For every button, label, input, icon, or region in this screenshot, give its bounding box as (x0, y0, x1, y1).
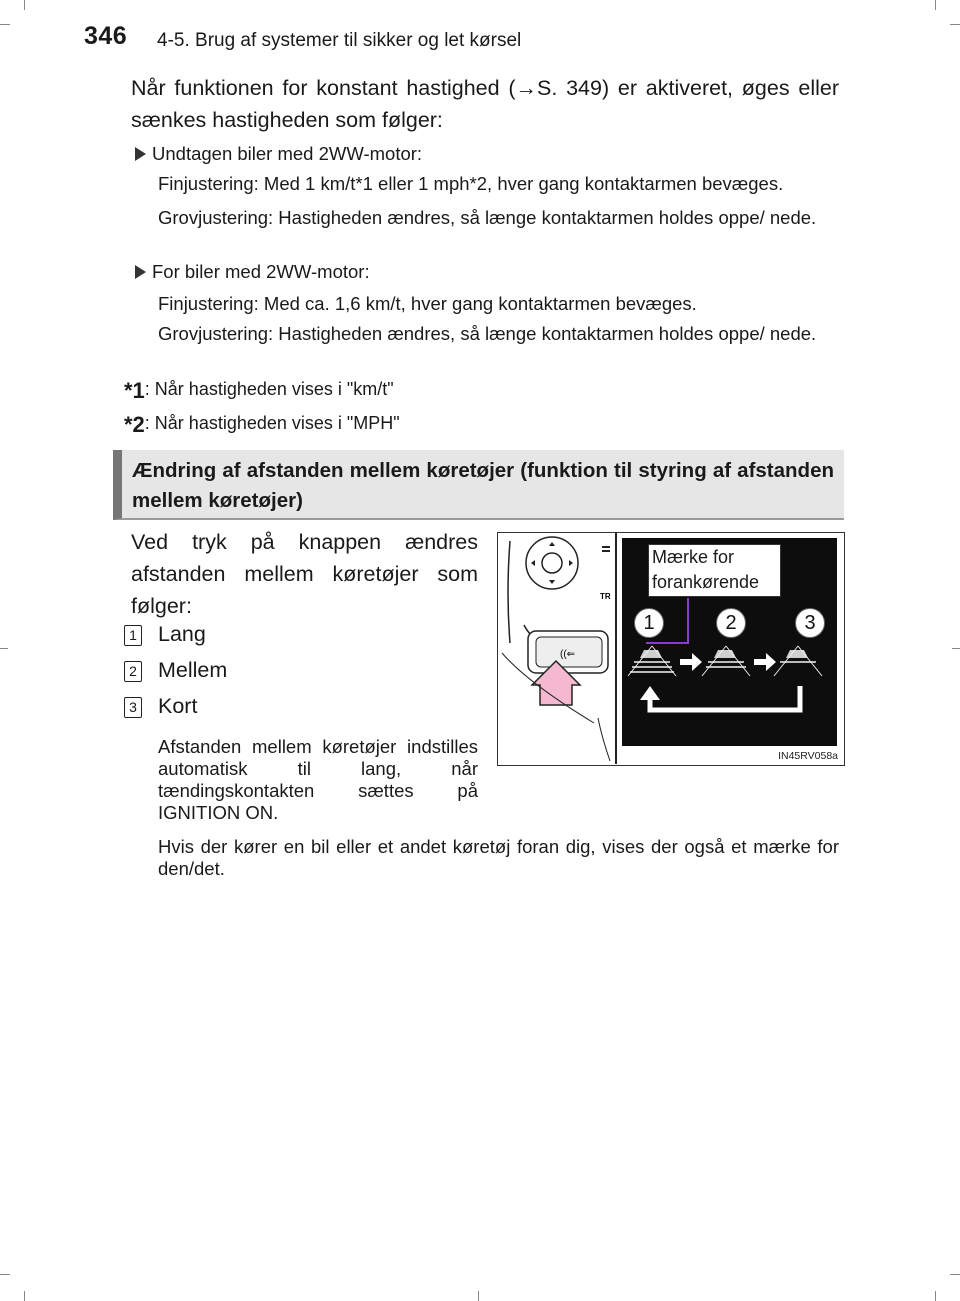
crop-mark (24, 0, 25, 10)
bullet-title: Undtagen biler med 2WW-motor: (152, 143, 423, 164)
footnote-mark: *2 (124, 412, 145, 437)
list-item-label: Mellem (158, 658, 228, 682)
footnote-text: : Når hastigheden vises i "km/t" (144, 379, 394, 399)
crop-mark (24, 1291, 25, 1301)
bullet-heading-1 (135, 142, 422, 166)
crop-mark (0, 24, 10, 25)
bullet-heading-2 (135, 260, 370, 284)
list-number: 1 (124, 625, 142, 646)
crop-mark (0, 648, 8, 649)
bullet-1-coarse: Grovjustering: Hastigheden ændres, så længe kontaktarmen holdes oppe/ nede. (158, 207, 817, 228)
crop-mark (935, 1291, 936, 1301)
svg-text:((⇐: ((⇐ (560, 649, 576, 660)
note-paragraph-1: Afstanden mellem køretøjer indstilles automatisk til lang, når tændingskontakten sættes på IGNITION ON. (158, 736, 478, 823)
crop-mark (0, 1274, 10, 1275)
list-number: 2 (124, 661, 142, 682)
list-item-label: Lang (158, 622, 206, 646)
bullet-1-fine: Finjustering: Med 1 km/t*1 eller 1 mph*2, hver gang kontaktarmen bevæges. (158, 173, 784, 194)
section-title: Ændring af afstanden mellem køretøjer (funktion til styring af afstanden mellem køretøjer) (132, 459, 834, 512)
body-paragraph: Ved tryk på knappen ændres afstanden mellem køretøjer som følger: (131, 530, 478, 618)
bullet-title: For biler med 2WW-motor: (152, 261, 370, 282)
page-number: 346 (84, 22, 128, 50)
bullet-2-coarse: Grovjustering: Hastigheden ændres, så længe kontaktarmen holdes oppe/ nede. (158, 323, 817, 344)
crop-mark (950, 1274, 960, 1275)
note-paragraph-2: Hvis der kører en bil eller et andet køretøj foran dig, vises der også et mærke for den/det. (158, 836, 839, 879)
crop-mark (952, 648, 960, 649)
crop-mark (950, 24, 960, 25)
circle-number-3: 3 (795, 608, 825, 638)
list-item-label: Kort (158, 694, 198, 718)
chapter-title: 4-5. Brug af systemer til sikker og let kørsel (157, 30, 522, 51)
footnote-text: : Når hastigheden vises i "MPH" (144, 413, 400, 433)
intro-paragraph: Når funktionen for konstant hastighed (→S. 349) er aktiveret, øges eller sænkes hastigheden som følger: (131, 76, 839, 132)
figure-code: IN45RV058a (778, 750, 838, 762)
list-number: 3 (124, 697, 142, 718)
triangle-bullet-icon (135, 265, 146, 279)
circle-number-2: 2 (716, 608, 746, 638)
callout-label: Mærke for forankørende (648, 544, 781, 597)
crop-mark (478, 1291, 479, 1301)
triangle-bullet-icon (135, 147, 146, 161)
circle-number-1: 1 (634, 608, 664, 638)
footnote-2 (124, 412, 400, 438)
footnote-mark: *1 (124, 378, 145, 403)
footnote-1 (124, 378, 394, 404)
crop-mark (935, 0, 936, 10)
tr-label: TR (600, 592, 611, 601)
section-header (113, 450, 844, 520)
bullet-2-fine: Finjustering: Med ca. 1,6 km/t, hver gang kontaktarmen bevæges. (158, 293, 697, 314)
